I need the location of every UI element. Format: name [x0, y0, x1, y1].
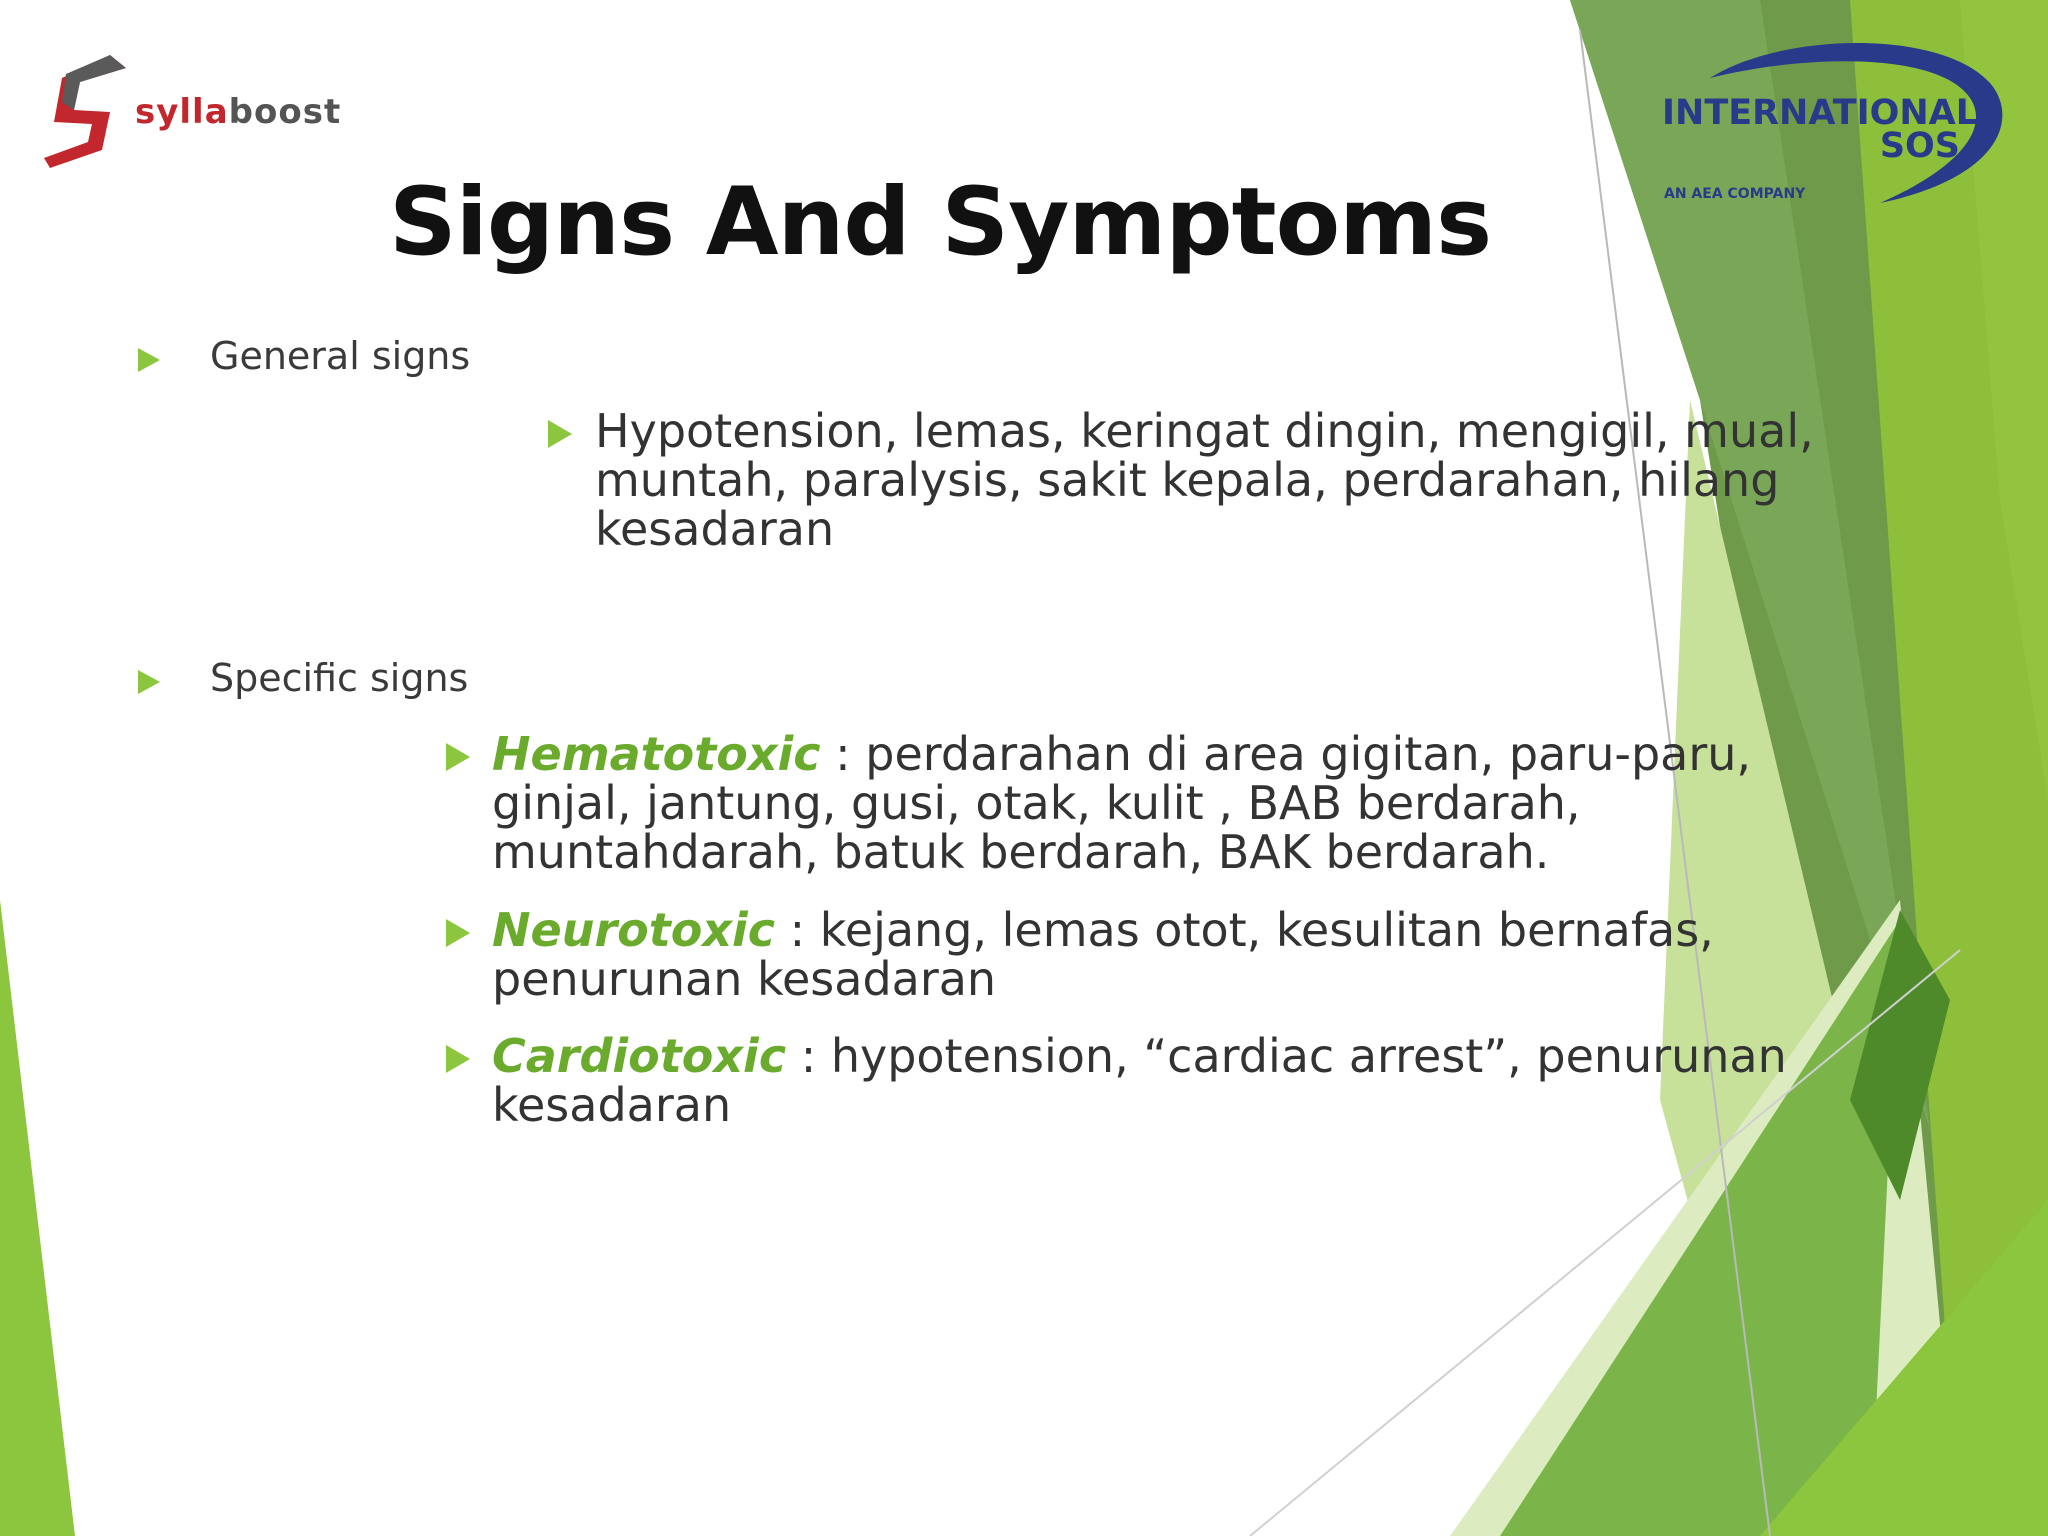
international-sos-logo	[1640, 38, 2020, 218]
syllaboost-wordmark	[135, 92, 341, 132]
bg-wedge-left	[0, 900, 75, 1536]
sos-logo-line1: INTERNATIONAL	[1662, 93, 1979, 133]
bullet-arrow-icon	[446, 919, 470, 947]
neurotoxic-desc: : kejang, lemas otot, kesulitan bernafas, penurunan kesadaran	[492, 903, 1714, 1006]
syllaboost-text-a: sylla	[135, 92, 229, 132]
term-cardiotoxic: Cardiotoxic	[492, 1029, 787, 1083]
specific-sign-neurotoxic	[492, 903, 1772, 1006]
syllaboost-mark-icon	[40, 50, 130, 170]
bullet-arrow-icon	[446, 743, 470, 771]
sos-logo-line2: SOS	[1879, 126, 1960, 166]
specific-sign-cardiotoxic	[492, 1029, 1812, 1132]
bullet-arrow-icon	[138, 348, 160, 372]
syllaboost-logo	[40, 50, 360, 175]
section-heading-general: General signs	[210, 334, 471, 378]
bullet-arrow-icon	[548, 420, 572, 448]
cardiotoxic-desc: : hypotension, “cardiac arrest”, penurunan kesadaran	[492, 1029, 1787, 1132]
bullet-arrow-icon	[446, 1045, 470, 1073]
general-signs-text: Hypotension, lemas, keringat dingin, mengigil, mual, muntah, paralysis, sakit kepala, perdarahan, hilang kesadaran	[595, 404, 1814, 556]
section-heading-specific: Specific signs	[210, 656, 469, 700]
syllaboost-text-b: boost	[228, 92, 342, 132]
hematotoxic-desc: : perdarahan di area gigitan, paru-paru, ginjal, jantung, gusi, otak, kulit , BAB berdarah, muntahdarah, batuk berdarah, BAK berdarah.	[492, 727, 1752, 879]
slide-title: Signs And Symptoms	[388, 168, 1492, 277]
bullet-arrow-icon	[138, 670, 160, 694]
term-hematotoxic: Hematotoxic	[492, 727, 821, 781]
sos-logo-line3: AN AEA COMPANY	[1664, 186, 1806, 202]
specific-sign-hematotoxic	[492, 727, 1772, 879]
term-neurotoxic: Neurotoxic	[492, 903, 776, 957]
